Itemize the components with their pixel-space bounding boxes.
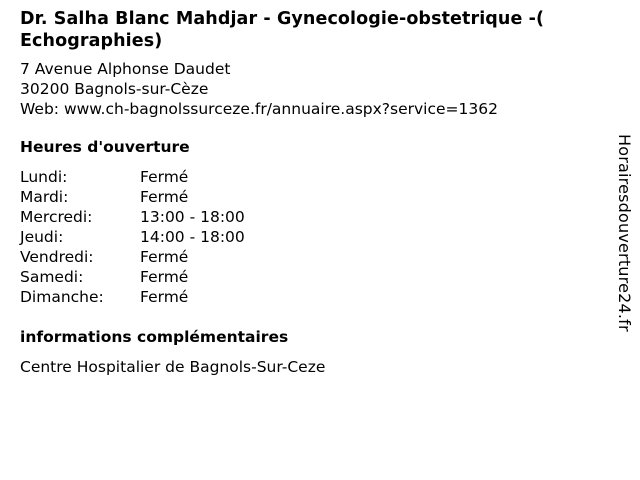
day-label: Mercredi: bbox=[20, 208, 93, 226]
day-label: Jeudi: bbox=[20, 228, 64, 246]
day-label: Vendredi: bbox=[20, 248, 94, 266]
opening-hours-table bbox=[20, 167, 610, 307]
day-hours: Fermé bbox=[140, 248, 189, 266]
city-address: 30200 Bagnols-sur-Cèze bbox=[20, 80, 209, 98]
hours-row-wednesday bbox=[20, 207, 610, 227]
hours-row-tuesday bbox=[20, 187, 610, 207]
day-hours: Fermé bbox=[140, 268, 189, 286]
additional-info-heading: informations complémentaires bbox=[20, 328, 289, 346]
day-hours: 13:00 - 18:00 bbox=[140, 208, 245, 226]
hours-row-thursday bbox=[20, 227, 610, 247]
day-label: Dimanche: bbox=[20, 288, 104, 306]
address-block bbox=[20, 59, 610, 119]
day-hours: 14:00 - 18:00 bbox=[140, 228, 245, 246]
day-label: Samedi: bbox=[20, 268, 84, 286]
opening-hours-heading: Heures d'ouverture bbox=[20, 138, 190, 156]
hours-row-saturday bbox=[20, 267, 610, 287]
page-title: Dr. Salha Blanc Mahdjar - Gynecologie-obstetrique -( Echographies) bbox=[20, 9, 545, 51]
hours-row-sunday bbox=[20, 287, 610, 307]
street-address: 7 Avenue Alphonse Daudet bbox=[20, 60, 231, 78]
hours-row-monday bbox=[20, 167, 610, 187]
day-label: Lundi: bbox=[20, 168, 68, 186]
day-hours: Fermé bbox=[140, 188, 189, 206]
site-brand-watermark[interactable]: Horairesdouverture24.fr bbox=[615, 134, 634, 332]
day-hours: Fermé bbox=[140, 288, 189, 306]
day-label: Mardi: bbox=[20, 188, 69, 206]
additional-info-text: Centre Hospitalier de Bagnols-Sur-Ceze bbox=[20, 358, 326, 376]
website-link[interactable]: Web: www.ch-bagnolssurceze.fr/annuaire.aspx?service=1362 bbox=[20, 100, 498, 118]
hours-row-friday bbox=[20, 247, 610, 267]
day-hours: Fermé bbox=[140, 168, 189, 186]
listing-card bbox=[20, 8, 610, 377]
